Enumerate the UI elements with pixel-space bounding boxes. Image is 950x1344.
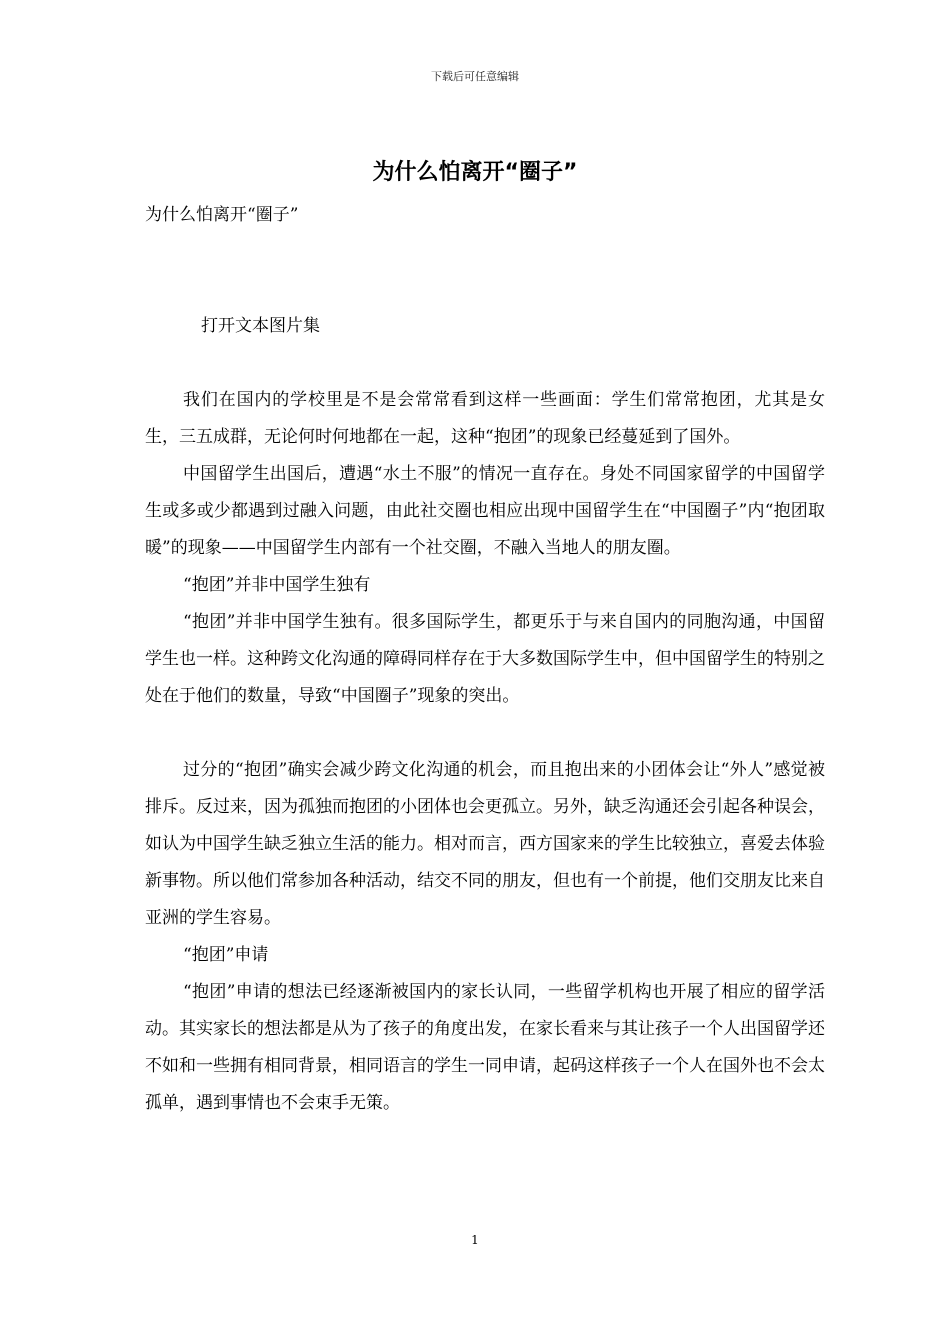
header-note: 下载后可任意编辑 xyxy=(431,70,519,83)
section-heading-1: “抱团”并非中国学生独有 xyxy=(183,575,371,595)
spacer xyxy=(145,715,825,752)
document-subtitle: 为什么怕离开“圈子” xyxy=(145,205,299,225)
section-heading-2: “抱团”申请 xyxy=(183,945,269,965)
paragraph-5: “抱团”申请的想法已经逐渐被国内的家长认同，一些留学机构也开展了相应的留学活动。其实家长的想法都是从为了孩子的角度出发，在家长看来与其让孩子一个人出国留学还不如和一些拥有相同背景，相同语言的学生一同申请，起码这样孩子一个人在国外也不会太孤单，遇到事情也不会束手无策。 xyxy=(145,982,825,1113)
paragraph-4: 过分的“抱团”确实会减少跨文化沟通的机会，而且抱出来的小团体会让“外人”感觉被排斥。反过来，因为孤独而抱团的小团体也会更孤立。另外，缺乏沟通还会引起各种误会，如认为中国学生缺乏独立生活的能力。相对而言，西方国家来的学生比较独立，喜爱去体验新事物。所以他们常参加各种活动，结交不同的朋友，但也有一个前提，他们交朋友比来自亚洲的学生容易。 xyxy=(145,760,825,928)
spacer xyxy=(145,345,825,382)
spacer xyxy=(145,234,825,308)
paragraph-1: 我们在国内的学校里是不是会常常看到这样一些画面：学生们常常抱团，尤其是女生，三五成群，无论何时何地都在一起，这种“抱团”的现象已经蔓延到了国外。 xyxy=(145,390,825,447)
paragraph-3: “抱团”并非中国学生独有。很多国际学生，都更乐于与来自国内的同胞沟通，中国留学生也一样。这种跨文化沟通的障碍同样存在于大多数国际学生中，但中国留学生的特别之处在于他们的数量，导致“中国圈子”现象的突出。 xyxy=(145,612,825,706)
document-body xyxy=(145,197,825,1122)
document-title: 为什么怕离开“圈子” xyxy=(372,160,578,185)
paragraph-2: 中国留学生出国后，遭遇“水土不服”的情况一直存在。身处不同国家留学的中国留学生或多或少都遇到过融入问题，由此社交圈也相应出现中国留学生在“中国圈子”内“抱团取暖”的现象——中国留学生内部有一个社交圈，不融入当地人的朋友圈。 xyxy=(145,464,825,558)
image-gallery-link[interactable]: 打开文本图片集 xyxy=(201,316,320,336)
page-number: 1 xyxy=(471,1233,479,1247)
